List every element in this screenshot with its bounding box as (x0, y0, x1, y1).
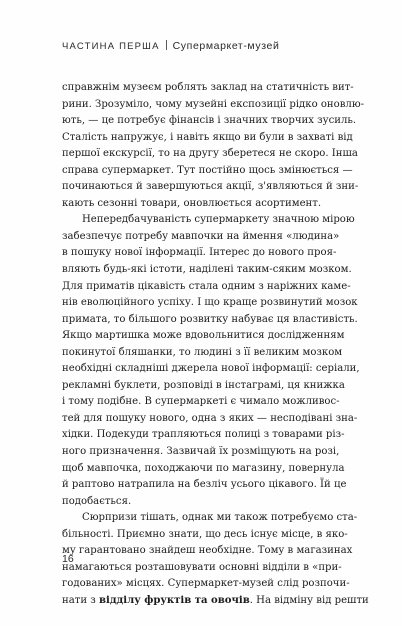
text-line: му гарантовано знайдеш необхідне. Тому в магазинах (62, 545, 353, 557)
text-line: намагаються розташовувати основні відділи в «при- (62, 561, 342, 573)
paragraph-1 (62, 80, 365, 212)
text-line: і тому подібне. В супермаркеті є чимало можливос- (62, 396, 340, 408)
body-text (62, 80, 369, 610)
running-head-chapter: Супермаркет-музей (172, 40, 280, 52)
running-head-part: ЧАСТИНА ПЕРША (62, 41, 160, 52)
text-line: Якщо мартишка може вдовольнитися дослідженням (62, 330, 345, 342)
text-line: щоб мавпочка, походжаючи по магазину, повернула (62, 462, 345, 474)
text-line: примата, то більшого розвитку набуває ця властивість. (62, 313, 358, 325)
text-line: необхідні складніші джерела нової інформації: серіали, (62, 363, 360, 375)
text-line: починаються й завершуються акції, з'являються й зни- (62, 181, 359, 193)
text-line: ного призначення. Зазвичай їх розміщують на розі, (62, 446, 340, 458)
text-line: рекламні буклети, розповіді в інстаграмі, ця книжка (62, 379, 345, 391)
text-line: Непередбачуваність супермаркету значною мірою (82, 214, 355, 226)
text-line: подобається. (62, 495, 132, 507)
text-line: нів еволюційного успіху. І що краще розвинутий мозок (62, 297, 358, 309)
text-line: Для приматів цікавість стала одним з наріжних каме- (62, 280, 351, 292)
text-line: Сталість напружує, і навіть якщо ви були в захваті від (62, 131, 353, 143)
text-line: першої екскурсії, то на другу зберетеся не скоро. Інша (62, 148, 358, 160)
text-line: в пошуку нової інформації. Інтерес до нового проя- (62, 247, 337, 259)
text-line: вляють будь-які істоти, наділені таким-сяким мозком. (62, 264, 352, 276)
bold-phrase: відділу фруктів та овочів (98, 594, 250, 606)
text-run: нати з (62, 594, 99, 606)
text-line: ють, — це потребує фінансів і значних творчих зусиль. (62, 115, 357, 127)
paragraph-2 (62, 212, 360, 510)
text-line: й раптово натрапила на безліч усього цікавого. Їй це (62, 479, 347, 491)
text-line: справа супермаркет. Тут постійно щось змінюється — (62, 164, 353, 176)
text-line: покинутої бляшанки, то людині з її великим мозком (62, 346, 343, 358)
text-line: забезпечує потребу мавпочки на ймення «людина» (62, 230, 340, 242)
paragraph-3 (62, 510, 369, 609)
text-run: . На відміну від решти (249, 594, 369, 606)
text-line: більності. Приємно знати, що десь існує місце, в яко- (62, 528, 348, 540)
text-line-final (62, 593, 369, 610)
text-line: хідки. Подекуди трапляються полиці з товарами різ- (62, 429, 345, 441)
page-number: 16 (62, 553, 74, 565)
running-head (62, 40, 279, 52)
text-line: годованих» місцях. Супермаркет-музей слід розпочи- (62, 578, 350, 590)
text-line: Сюрпризи тішать, однак ми також потребуємо ста- (82, 512, 358, 524)
running-head-divider (166, 40, 167, 50)
text-line: тей для пошуку нового, одна з яких — несподівані зна- (62, 412, 358, 424)
text-line: рини. Зрозуміло, чому музейні експозиції рідко оновлю- (62, 98, 365, 110)
text-line: кають сезонні товари, оновлюється асортимент. (62, 197, 322, 209)
text-line: справжнім музеєм роблять заклад на статичність вит- (62, 82, 354, 93)
